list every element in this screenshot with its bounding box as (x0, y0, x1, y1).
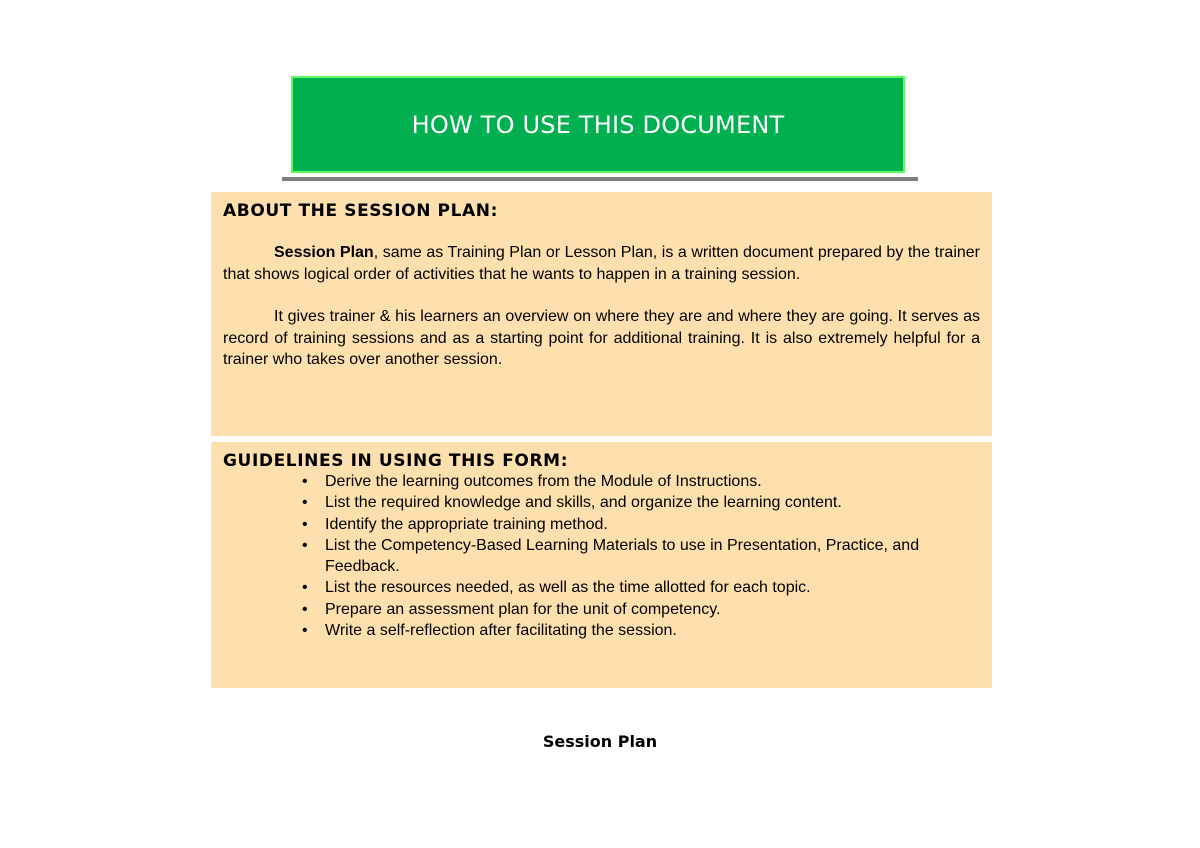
about-session-plan-panel (211, 192, 992, 436)
bullet-dot-icon: • (302, 622, 308, 640)
about-paragraph-1-text: , same as Training Plan or Lesson Plan, is a written document prepared by the trainer that shows logical order of activities that he wants to happen in a training session. (223, 244, 981, 283)
bullet-dot-icon: • (302, 579, 308, 597)
list-item: • List the required knowledge and skills, and organize the learning content. (295, 492, 980, 513)
about-paragraph-1 (223, 242, 980, 285)
about-paragraph-2: It gives trainer & his learners an overview on where they are and where they are going. It serves as record of training sessions and as a starting point for additional training. It is also extremely helpful for a trainer who takes over another session. (223, 308, 980, 368)
guidelines-panel (211, 442, 992, 688)
list-item: • List the Competency-Based Learning Materials to use in Presentation, Practice, and Feedback. (302, 536, 920, 576)
bullet-dot-icon: • (302, 473, 308, 490)
list-item: • Prepare an assessment plan for the unit of competency. (295, 599, 980, 620)
bullet-dot-icon: • (302, 600, 308, 618)
guidelines-list (223, 471, 980, 641)
session-plan-term: Session Plan (274, 244, 374, 261)
guidelines-heading: GUIDELINES IN USING THIS FORM: (223, 451, 569, 471)
list-item: • List the resources needed, as well as the time allotted for each topic. (295, 577, 980, 598)
title-underline-rule (282, 177, 918, 181)
bullet-dot-icon: • (302, 536, 308, 554)
list-item: • Identify the appropriate training method. (295, 514, 980, 535)
page-footer: Session Plan (542, 732, 658, 751)
document-title: HOW TO USE THIS DOCUMENT (411, 110, 785, 139)
bullet-dot-icon: • (302, 494, 308, 512)
about-heading: ABOUT THE SESSION PLAN: (223, 201, 499, 221)
bullet-dot-icon: • (302, 515, 308, 533)
list-item: • Derive the learning outcomes from the Module of Instructions. (295, 471, 980, 492)
list-item: • Write a self-reflection after facilitating the session. (295, 620, 980, 641)
title-banner (291, 76, 905, 173)
